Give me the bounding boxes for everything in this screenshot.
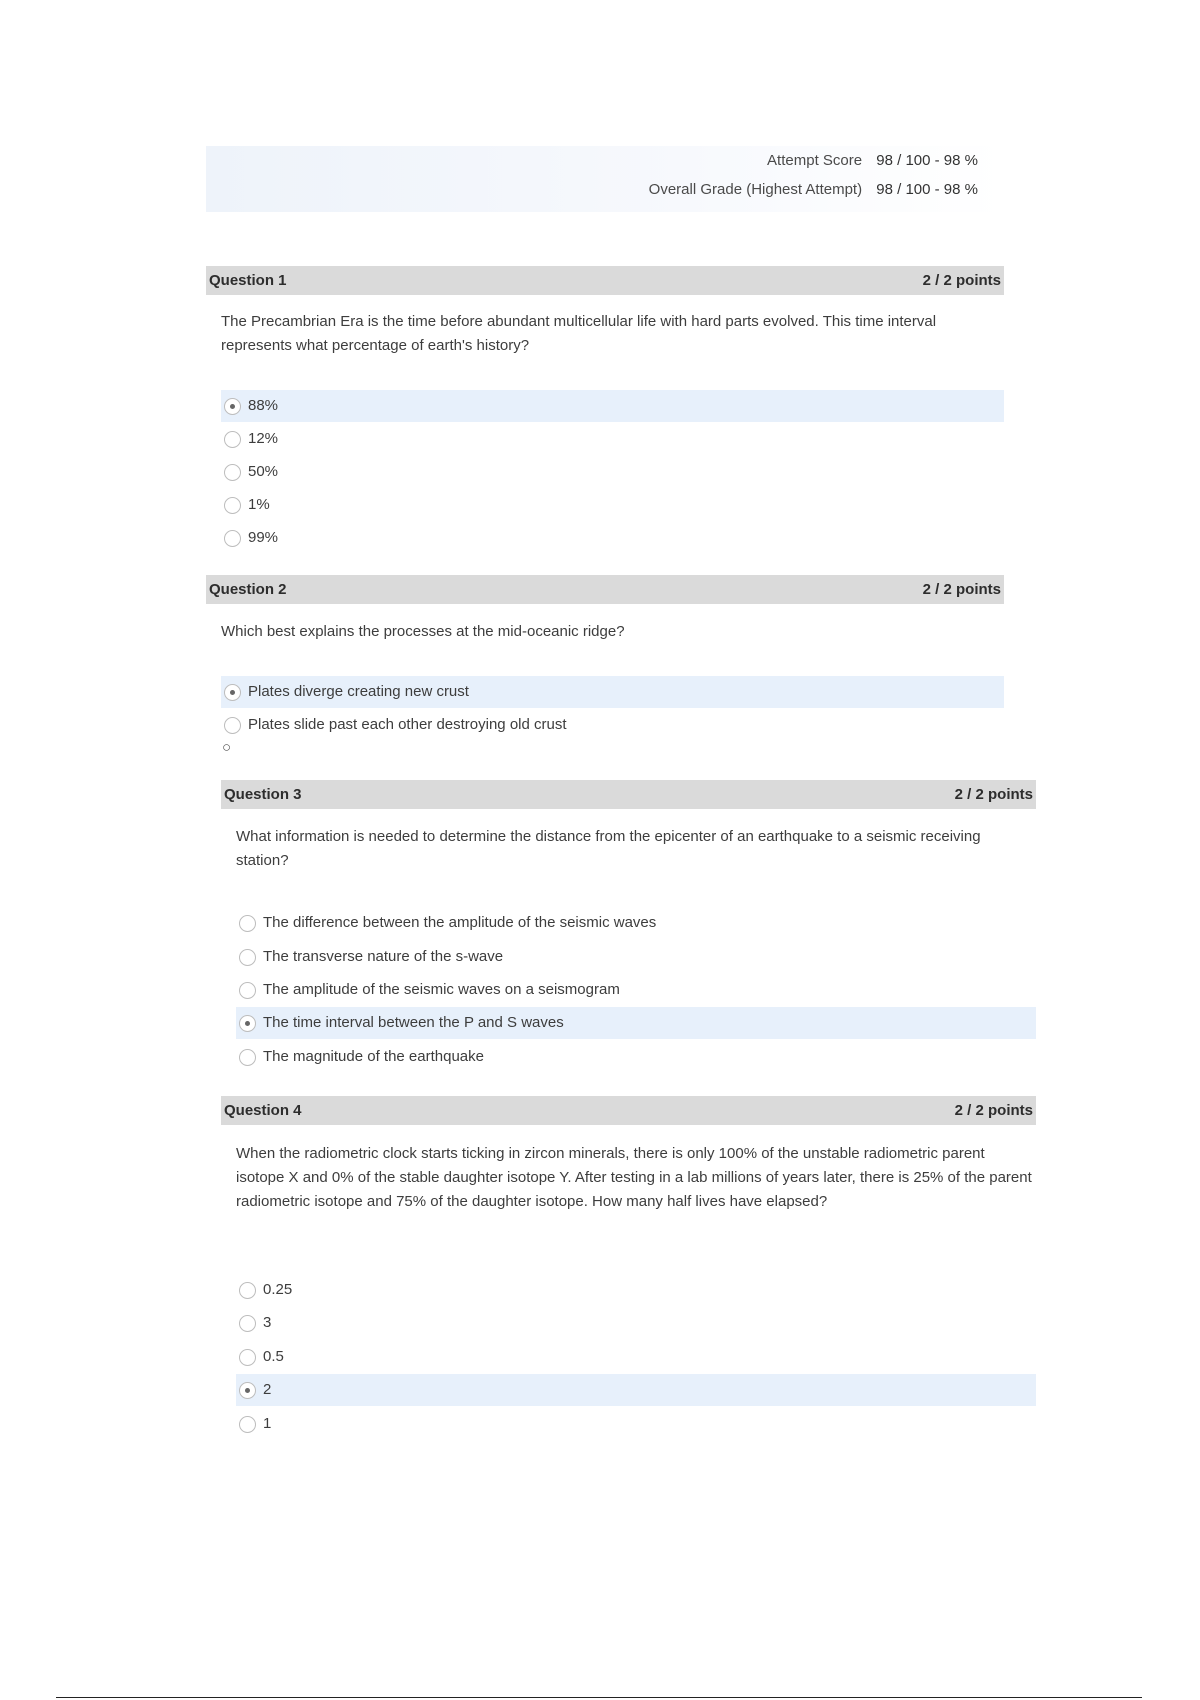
- question-1-title: Question 1: [209, 272, 287, 289]
- question-3-option-1[interactable]: [236, 907, 1036, 939]
- question-1-header: [206, 266, 1004, 295]
- radio-selected-icon[interactable]: [239, 1015, 256, 1032]
- radio-icon[interactable]: [239, 949, 256, 966]
- option-label: 1: [263, 1415, 272, 1432]
- question-3-points: 2 / 2 points: [954, 786, 1033, 803]
- question-2-cutoff-option: [222, 739, 522, 756]
- question-1-text: The Precambrian Era is the time before abundant multicellular life with hard parts evolved. This time interval represents what percentage of earth's history?: [221, 313, 937, 354]
- option-label: The difference between the amplitude of the seismic waves: [263, 914, 657, 931]
- overall-grade-row: [649, 175, 978, 205]
- question-1-option-3[interactable]: [221, 456, 1004, 488]
- question-4-option-5[interactable]: [236, 1408, 1036, 1440]
- question-1-option-1[interactable]: [221, 390, 1004, 422]
- question-4-title: Question 4: [224, 1102, 302, 1119]
- question-4-header: [221, 1096, 1036, 1125]
- radio-icon[interactable]: [239, 1416, 256, 1433]
- radio-icon[interactable]: [224, 717, 241, 734]
- option-label: Plates slide past each other destroying old crust: [248, 716, 567, 733]
- option-label: 2: [263, 1381, 272, 1398]
- question-3-title: Question 3: [224, 786, 302, 803]
- question-4-option-3[interactable]: [236, 1341, 1036, 1373]
- cutoff-text: ○: [222, 739, 232, 756]
- question-4-text: When the radiometric clock starts ticking in zircon minerals, there is only 100% of the unstable radiometric parent isotope X and 0% of the stable daughter isotope Y. After testing in a lab millions of years later, there is 25% of the parent radiometric isotope and 75% of the daughter isotope. How many half lives have elapsed?: [236, 1145, 1032, 1210]
- option-label: The amplitude of the seismic waves on a seismogram: [263, 981, 620, 998]
- question-2-title: Question 2: [209, 581, 287, 598]
- option-label: 99%: [248, 529, 279, 546]
- question-3-option-2[interactable]: [236, 941, 1036, 973]
- question-4-option-1[interactable]: [236, 1274, 1036, 1306]
- option-label: The magnitude of the earthquake: [263, 1048, 484, 1065]
- radio-icon[interactable]: [239, 1349, 256, 1366]
- question-1-option-4[interactable]: [221, 489, 1004, 521]
- question-2-option-2[interactable]: [221, 709, 1004, 741]
- question-4-option-4[interactable]: [236, 1374, 1036, 1406]
- question-3-option-5[interactable]: [236, 1041, 1036, 1073]
- question-2-text: Which best explains the processes at the mid-oceanic ridge?: [221, 623, 625, 640]
- question-1-points: 2 / 2 points: [922, 272, 1001, 289]
- overall-grade-value: 98 / 100 - 98 %: [876, 181, 978, 198]
- option-label: Plates diverge creating new crust: [248, 683, 469, 700]
- attempt-score-row: [767, 146, 978, 176]
- radio-icon[interactable]: [224, 464, 241, 481]
- question-2-header: [206, 575, 1004, 604]
- page-bottom-rule: [56, 1697, 1142, 1698]
- option-label: 3: [263, 1314, 272, 1331]
- option-label: 88%: [248, 397, 279, 414]
- question-1-option-2[interactable]: [221, 423, 1004, 455]
- radio-icon[interactable]: [239, 982, 256, 999]
- option-label: 50%: [248, 463, 279, 480]
- attempt-score-label: Attempt Score: [767, 152, 863, 169]
- question-3-option-4[interactable]: [236, 1007, 1036, 1039]
- question-3-header: [221, 780, 1036, 809]
- question-4-option-2[interactable]: [236, 1307, 1036, 1339]
- option-label: The time interval between the P and S waves: [263, 1014, 564, 1031]
- radio-icon[interactable]: [239, 1049, 256, 1066]
- radio-selected-icon[interactable]: [239, 1382, 256, 1399]
- question-1-option-5[interactable]: [221, 522, 1004, 554]
- radio-icon[interactable]: [224, 431, 241, 448]
- question-2-points: 2 / 2 points: [922, 581, 1001, 598]
- question-2-option-1[interactable]: [221, 676, 1004, 708]
- score-panel: [206, 146, 1004, 212]
- attempt-score-value: 98 / 100 - 98 %: [876, 152, 978, 169]
- radio-selected-icon[interactable]: [224, 684, 241, 701]
- radio-icon[interactable]: [239, 1315, 256, 1332]
- overall-grade-label: Overall Grade (Highest Attempt): [648, 181, 863, 198]
- radio-icon[interactable]: [224, 530, 241, 547]
- radio-icon[interactable]: [224, 497, 241, 514]
- question-3-text: What information is needed to determine the distance from the epicenter of an earthquake to a seismic receiving station?: [236, 828, 981, 869]
- option-label: 0.5: [263, 1348, 284, 1365]
- radio-selected-icon[interactable]: [224, 398, 241, 415]
- option-label: 0.25: [263, 1281, 293, 1298]
- radio-icon[interactable]: [239, 915, 256, 932]
- option-label: 1%: [248, 496, 270, 513]
- option-label: 12%: [248, 430, 279, 447]
- question-3-option-3[interactable]: [236, 974, 1036, 1006]
- question-4-points: 2 / 2 points: [954, 1102, 1033, 1119]
- option-label: The transverse nature of the s-wave: [263, 948, 504, 965]
- radio-icon[interactable]: [239, 1282, 256, 1299]
